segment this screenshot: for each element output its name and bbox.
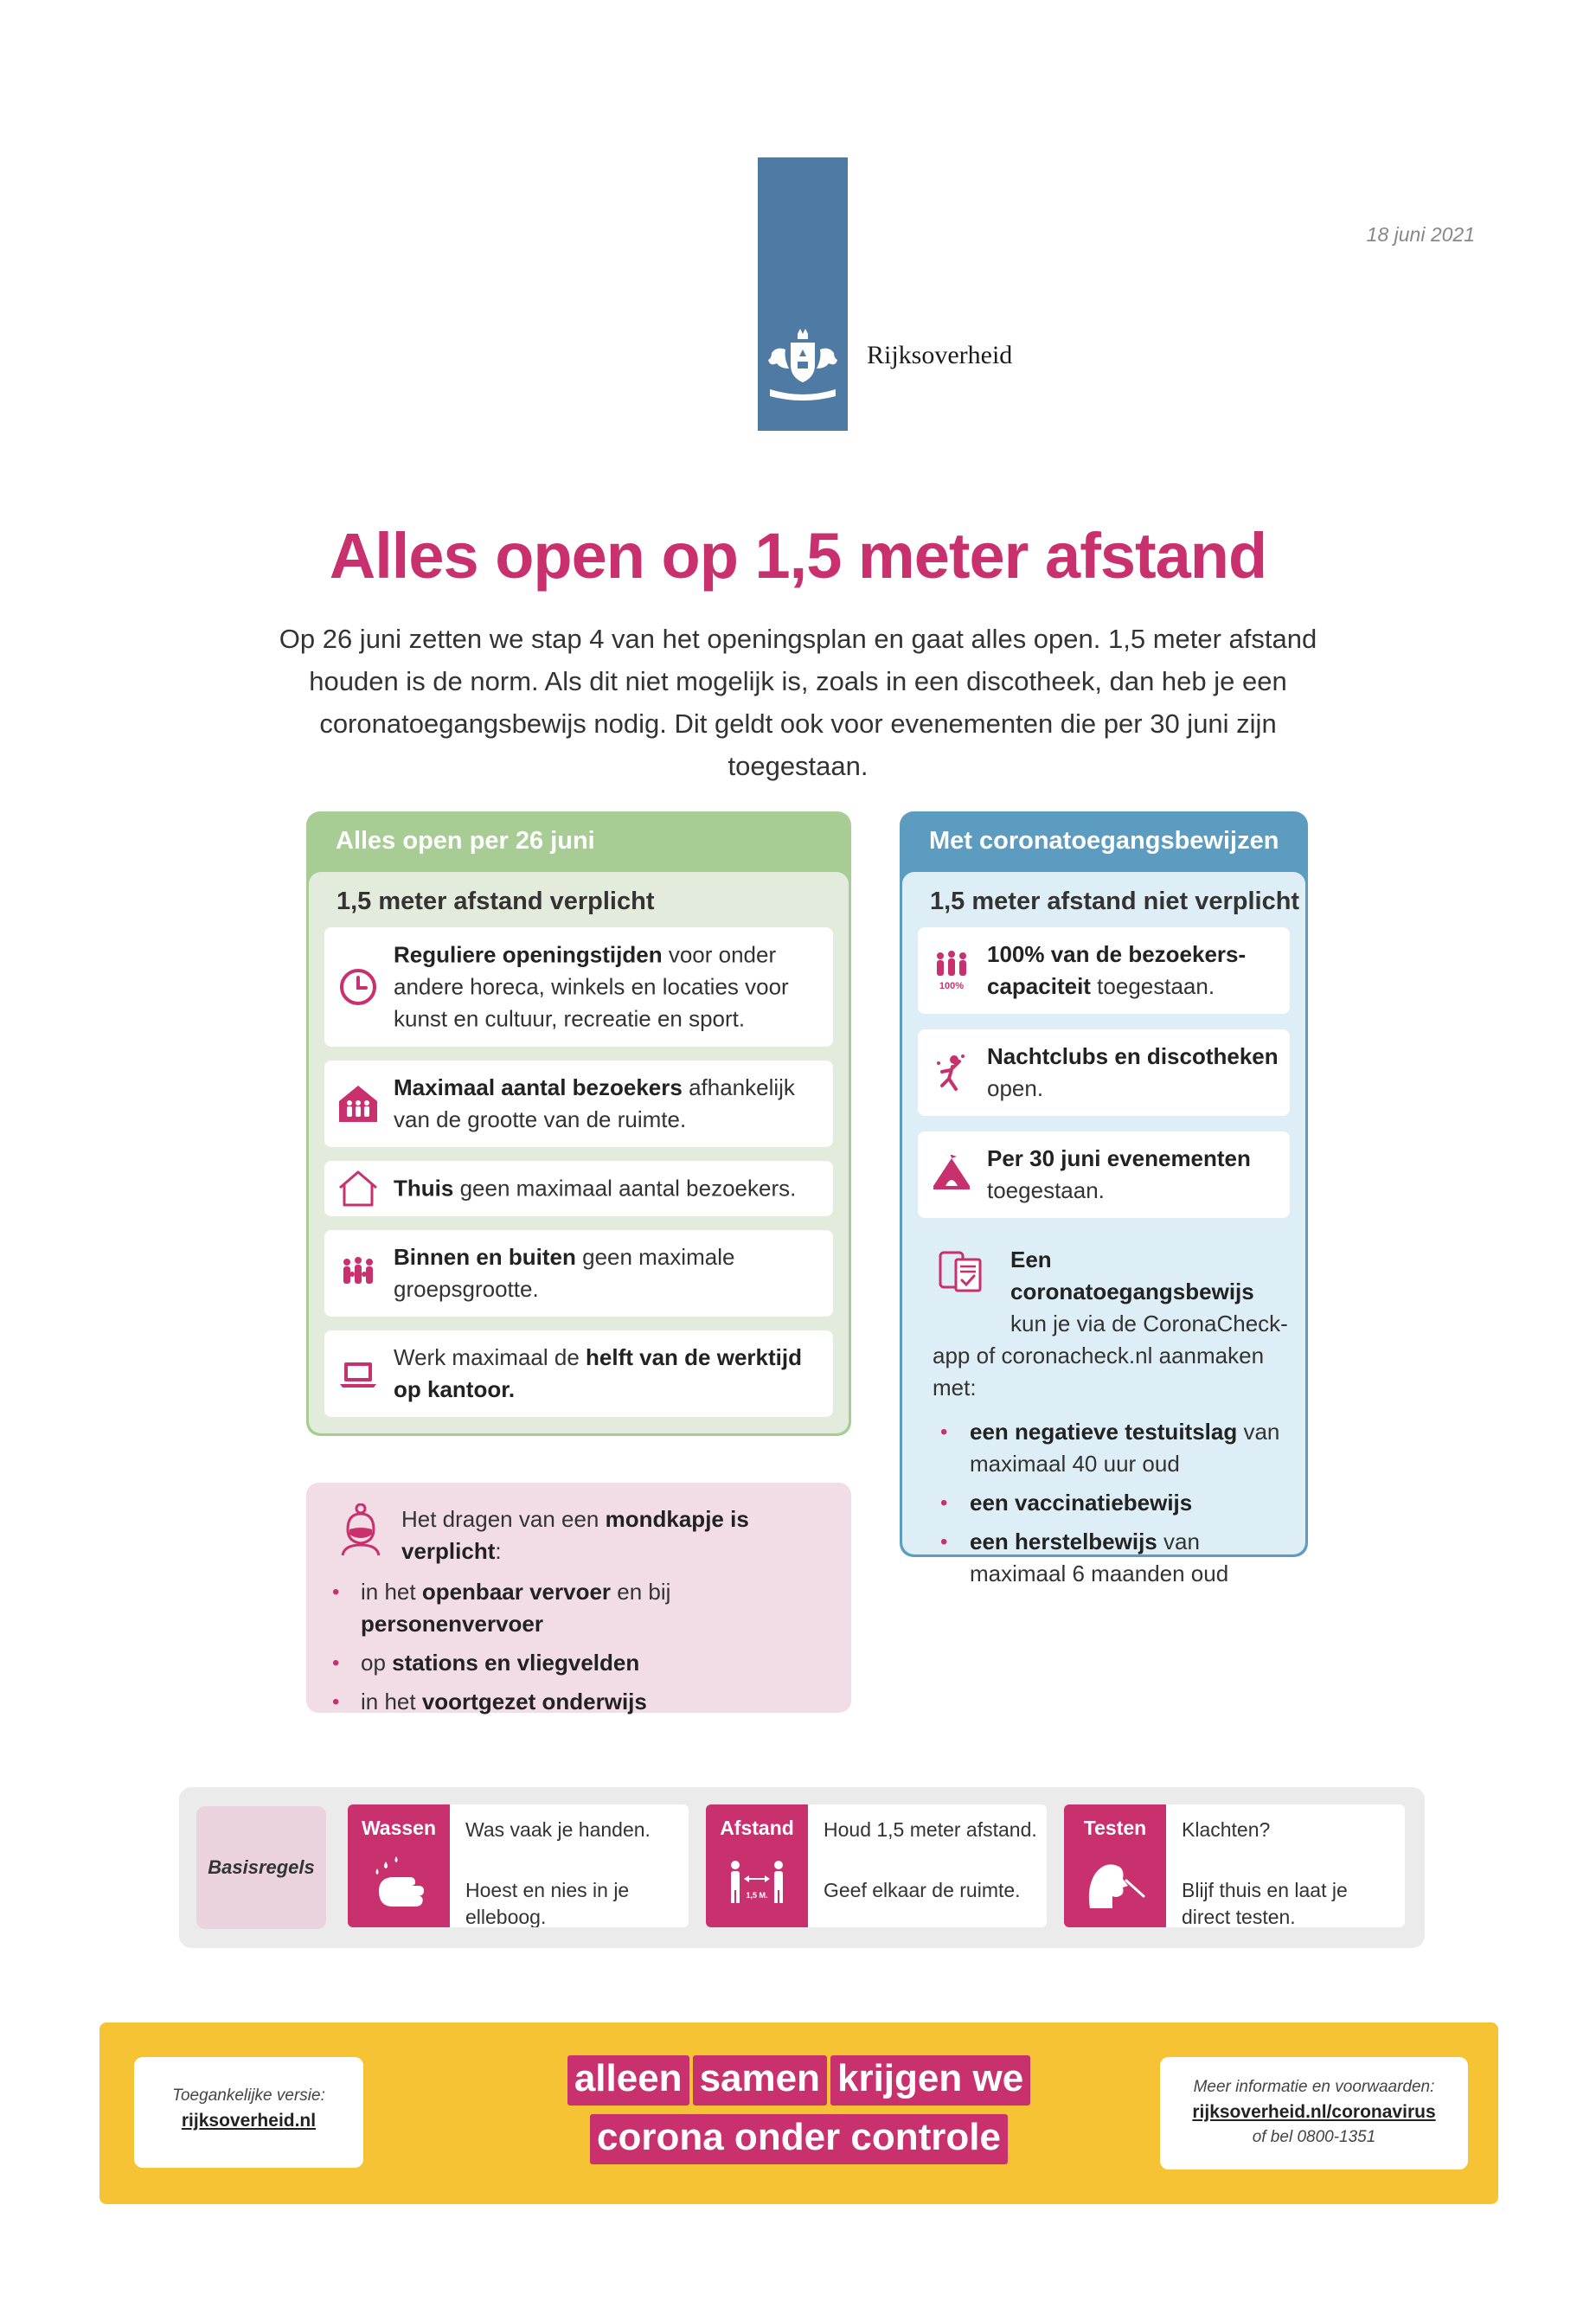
- rule-line1: Was vaak je handen.: [465, 1818, 651, 1841]
- rule-line2: Geef elkaar de ruimte.: [824, 1879, 1021, 1901]
- mondkapje-bullets: [306, 1576, 851, 1725]
- toegangsbewijs-panel: [900, 811, 1308, 1586]
- info-card-text: 100% van de bezoekers-capaciteit toegestaan.: [987, 941, 1247, 999]
- rule-line1: Houd 1,5 meter afstand.: [824, 1818, 1037, 1841]
- accessible-version-label: Toegankelijke versie:: [172, 2086, 325, 2105]
- open-panel: [306, 811, 851, 1436]
- rule-line2: Blijf thuis en laat je direct testen.: [1182, 1879, 1348, 1927]
- more-info-box: [1160, 2057, 1468, 2170]
- toegangsbewijs-bullets: [920, 1416, 1292, 1590]
- slogan-word: corona onder controle: [590, 2114, 1008, 2164]
- list-item: • een vaccinatiebewijs: [920, 1487, 1292, 1519]
- info-card-evenementen: [918, 1131, 1290, 1218]
- footer-banner: [99, 2022, 1498, 2204]
- phone-document-icon: [937, 1247, 985, 1296]
- rule-title: Wassen: [361, 1817, 437, 1839]
- list-item: • in het voortgezet onderwijs: [306, 1686, 851, 1718]
- info-card-capaciteit: [918, 927, 1290, 1014]
- svg-text:1,5 M.: 1,5 M.: [746, 1891, 768, 1900]
- rule-line1: Klachten?: [1182, 1818, 1271, 1841]
- rule-testen: [1064, 1804, 1405, 1927]
- info-card-text: Binnen en buiten geen maximale groepsgrootte.: [394, 1244, 735, 1302]
- toegangsbewijs-intro: Een coronatoegangsbewijs kun je via de CoronaCheck- app of coronacheck.nl aanmaken met:: [933, 1247, 1288, 1400]
- capacity-icon: [930, 949, 973, 992]
- svg-text:100%: 100%: [939, 981, 965, 991]
- info-card-kantoor: [324, 1330, 833, 1417]
- toegangsbewijs-info: [920, 1244, 1292, 1597]
- rule-afstand: [706, 1804, 1047, 1927]
- mondkapje-box: [306, 1483, 851, 1713]
- logo-wordmark: Rijksoverheid: [867, 341, 1013, 369]
- house-people-icon: [337, 1082, 380, 1125]
- face-mask-icon: [339, 1503, 382, 1557]
- info-card-text: Per 30 juni evenementen toegestaan.: [987, 1145, 1251, 1203]
- coat-of-arms-icon: [763, 327, 843, 407]
- list-item: • op stations en vliegvelden: [306, 1647, 851, 1679]
- more-info-label: Meer informatie en voorwaarden:: [1193, 2078, 1435, 2096]
- toegangsbewijs-panel-header: Met coronatoegangsbewijzen: [929, 827, 1279, 855]
- list-item: • een negatieve testuitslag van maximaal 40 uur oud: [920, 1416, 1292, 1480]
- rule-title: Afstand: [720, 1817, 794, 1839]
- more-info-link[interactable]: rijksoverheid.nl/coronavirus: [1192, 2102, 1436, 2122]
- info-card-thuis: [324, 1161, 833, 1216]
- list-item: • in het openbaar vervoer en bij personenvervoer: [306, 1576, 851, 1640]
- group-icon: [337, 1252, 380, 1295]
- phone-number: of bel 0800-1351: [1252, 2128, 1376, 2146]
- basisregels-label: Basisregels: [196, 1806, 326, 1929]
- info-card-text: Maximaal aantal bezoekers afhankelijk van de grootte van de ruimte.: [394, 1074, 795, 1132]
- rule-title: Testen: [1083, 1817, 1147, 1839]
- tent-icon: [930, 1153, 973, 1196]
- info-card-text: Nachtclubs en discotheken open.: [987, 1043, 1279, 1101]
- info-card-openingstijden: [324, 927, 833, 1047]
- slogan-word: krijgen we: [830, 2055, 1030, 2106]
- distance-icon: [725, 1853, 789, 1917]
- toegangsbewijs-panel-body: [902, 872, 1305, 1586]
- slogan-word: alleen: [567, 2055, 689, 2106]
- info-card-nachtclubs: [918, 1029, 1290, 1116]
- info-card-text: Thuis geen maximaal aantal bezoekers.: [394, 1175, 797, 1202]
- open-panel-header: Alles open per 26 juni: [336, 827, 595, 855]
- mondkapje-text: Het dragen van een mondkapje is verplicht:: [401, 1506, 749, 1564]
- rule-line2: Hoest en nies in je elleboog.: [465, 1879, 630, 1927]
- intro-paragraph: Op 26 juni zetten we stap 4 van het openingsplan en gaat alles open. 1,5 meter afstand houden is de norm. Als dit niet mogelijk is, zoals in een discotheek, dan heb je een coronatoegangsbewijs nodig. Dit geldt ook voor evenementen die per 30 juni zijn toegestaan.: [279, 624, 1317, 781]
- page-title: Alles open op 1,5 meter afstand: [329, 520, 1267, 592]
- info-card-bezoekers: [324, 1061, 833, 1147]
- list-item: • een herstelbewijs van maximaal 6 maanden oud: [920, 1526, 1292, 1590]
- laptop-icon: [337, 1352, 380, 1395]
- basisregels-strip: [179, 1787, 1425, 1948]
- logo-bar: [758, 157, 848, 431]
- slogan-word: samen: [693, 2055, 827, 2106]
- accessible-version-link[interactable]: rijksoverheid.nl: [181, 2111, 317, 2131]
- publication-date: 18 juni 2021: [1366, 223, 1475, 246]
- dancer-icon: [930, 1051, 973, 1094]
- hand-washing-icon: [367, 1853, 431, 1917]
- info-card-text: Reguliere openingstijden voor onder andere horeca, winkels en locaties voor kunst en cultuur, recreatie en sport.: [394, 941, 789, 1032]
- testing-icon: [1083, 1853, 1147, 1917]
- info-card-groepsgrootte: [324, 1230, 833, 1317]
- clock-icon: [337, 965, 380, 1009]
- info-card-text: Werk maximaal de helft van de werktijd op kantoor.: [394, 1344, 802, 1402]
- toegangsbewijs-panel-subheader: 1,5 meter afstand niet verplicht: [930, 888, 1300, 915]
- open-panel-body: [309, 872, 849, 1433]
- house-icon: [337, 1167, 380, 1210]
- open-panel-subheader: 1,5 meter afstand verplicht: [337, 888, 655, 915]
- rule-wassen: [348, 1804, 689, 1927]
